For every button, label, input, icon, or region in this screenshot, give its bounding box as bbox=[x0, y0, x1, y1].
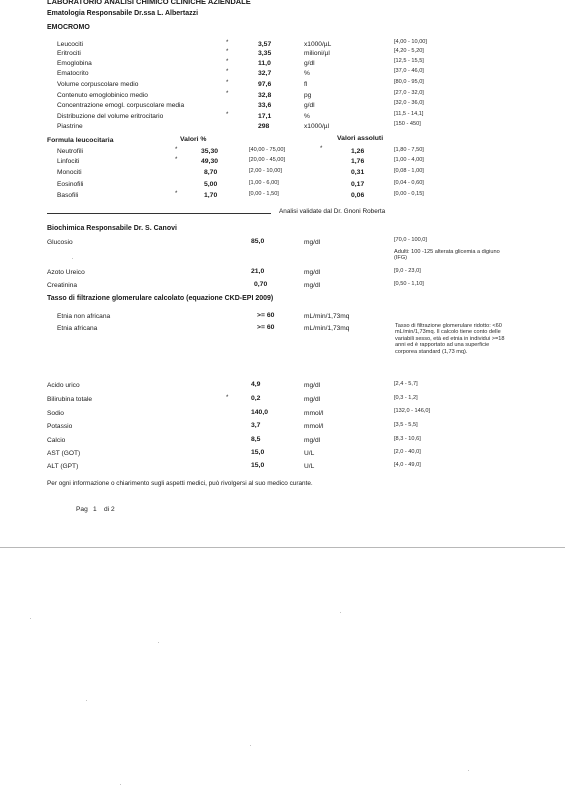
reference-range: [27,0 - 32,0] bbox=[394, 90, 424, 96]
test-value: 32,7 bbox=[258, 70, 272, 77]
scan-edge-line bbox=[0, 547, 565, 548]
test-value: >= 60 bbox=[257, 324, 275, 331]
test-name: Azoto Ureico bbox=[47, 269, 85, 276]
flag-asterisk: * bbox=[320, 146, 323, 152]
reference-range: [8,3 - 10,6] bbox=[394, 436, 421, 442]
test-unit: U/L bbox=[304, 463, 315, 470]
test-value: 0,2 bbox=[251, 395, 261, 402]
value-absolute: 1,26 bbox=[351, 148, 365, 155]
test-unit: mg/dl bbox=[304, 269, 321, 276]
test-name: Creatinina bbox=[47, 282, 78, 289]
scan-speck bbox=[72, 258, 73, 259]
range-absolute: [1,80 - 7,50] bbox=[394, 147, 424, 153]
test-value: 0,70 bbox=[254, 281, 268, 288]
flag-asterisk: * bbox=[226, 112, 229, 118]
column-header-percent: Valori % bbox=[180, 136, 207, 143]
flag-asterisk: * bbox=[175, 157, 178, 163]
info-note: Per ogni informazione o chiarimento sugli aspetti medici, può rivolgersi al suo medico curante. bbox=[47, 480, 313, 487]
cell-name: Eosinofili bbox=[57, 181, 84, 188]
test-name: Eritrociti bbox=[57, 50, 81, 57]
test-unit: pg bbox=[304, 92, 312, 99]
reference-range: [9,0 - 23,0] bbox=[394, 268, 421, 274]
reference-range: [12,5 - 15,5] bbox=[394, 58, 424, 64]
test-unit: U/L bbox=[304, 450, 315, 457]
reference-range: [4,00 - 10,00] bbox=[394, 39, 427, 45]
cell-name: Monociti bbox=[57, 169, 82, 176]
test-unit: mL/min/1,73mq bbox=[304, 313, 350, 320]
divider bbox=[47, 213, 271, 214]
test-name: Glucosio bbox=[47, 239, 73, 246]
test-value: 85,0 bbox=[251, 238, 265, 245]
value-absolute: 0,31 bbox=[351, 169, 365, 176]
reference-range: [2,0 - 40,0] bbox=[394, 449, 421, 455]
test-unit: x1000/µl bbox=[304, 123, 330, 130]
test-name: Calcio bbox=[47, 437, 66, 444]
range-absolute: [0,08 - 1,00] bbox=[394, 168, 424, 174]
section-title-emocromo: EMOCROMO bbox=[47, 24, 90, 31]
cell-name: Linfociti bbox=[57, 158, 80, 165]
flag-asterisk: * bbox=[226, 395, 229, 401]
test-name: AST (GOT) bbox=[47, 450, 81, 457]
reference-range: [0,50 - 1,10] bbox=[394, 281, 424, 287]
value-percent: 35,30 bbox=[201, 148, 219, 155]
reference-range: [150 - 450] bbox=[394, 121, 421, 127]
value-percent: 49,30 bbox=[201, 158, 219, 165]
flag-asterisk: * bbox=[175, 191, 178, 197]
test-name: Concentrazione emogl. corpuscolare media bbox=[57, 102, 185, 109]
test-value: 15,0 bbox=[251, 449, 265, 456]
flag-asterisk: * bbox=[226, 69, 229, 75]
test-name: Piastrine bbox=[57, 123, 83, 130]
value-absolute: 0,06 bbox=[351, 192, 365, 199]
test-unit: mg/dl bbox=[304, 396, 321, 403]
test-name: Distribuzione del volume eritrocitario bbox=[57, 113, 164, 120]
page-number: 1 bbox=[93, 506, 97, 513]
test-name: Bilirubina totale bbox=[47, 396, 93, 403]
scan-speck bbox=[30, 618, 31, 619]
value-percent: 1,70 bbox=[204, 192, 218, 199]
test-unit: mmol/l bbox=[304, 423, 324, 430]
flag-asterisk: * bbox=[175, 147, 178, 153]
test-unit: % bbox=[304, 70, 310, 77]
test-unit: fl bbox=[304, 81, 308, 88]
test-value: 3,35 bbox=[258, 50, 272, 57]
value-percent: 8,70 bbox=[204, 169, 218, 176]
scan-speck bbox=[340, 612, 341, 613]
test-value: 17,1 bbox=[258, 113, 272, 120]
formula-title: Formula leucocitaria bbox=[47, 137, 114, 144]
section-head-biochem: Biochimica Responsabile Dr. S. Canovi bbox=[47, 225, 177, 232]
scan-speck bbox=[86, 700, 87, 701]
flag-asterisk: * bbox=[226, 49, 229, 55]
range-percent: [2,00 - 10,00] bbox=[249, 168, 282, 174]
test-unit: mmol/l bbox=[304, 410, 324, 417]
test-value: 15,0 bbox=[251, 462, 265, 469]
reference-range: [4,0 - 49,0] bbox=[394, 462, 421, 468]
test-unit: milioni/µl bbox=[304, 50, 330, 57]
test-name: Volume corpuscolare medio bbox=[57, 81, 139, 88]
test-name: Etnia non africana bbox=[57, 313, 111, 320]
test-name: Potassio bbox=[47, 423, 73, 430]
value-absolute: 1,76 bbox=[351, 158, 365, 165]
test-unit: mg/dl bbox=[304, 437, 321, 444]
reference-range: [3,5 - 5,5] bbox=[394, 422, 418, 428]
scan-speck bbox=[120, 784, 121, 785]
section-head-hematology: Ematologia Responsabile Dr.ssa L. Albertazzi bbox=[47, 10, 199, 17]
test-unit: g/dl bbox=[304, 102, 315, 109]
value-absolute: 0,17 bbox=[351, 181, 365, 188]
test-value: 140,0 bbox=[251, 409, 269, 416]
flag-asterisk: * bbox=[226, 40, 229, 46]
test-unit: mL/min/1,73mq bbox=[304, 325, 350, 332]
flag-asterisk: * bbox=[226, 80, 229, 86]
reference-note: Adulti: 100 -125 alterata glicemia a digiuno (IFG) bbox=[394, 249, 500, 262]
reference-range: [4,20 - 5,20] bbox=[394, 48, 424, 54]
column-header-absolute: Valori assoluti bbox=[337, 135, 384, 142]
test-name: Ematocrito bbox=[57, 70, 89, 77]
test-value: 97,6 bbox=[258, 81, 272, 88]
test-unit: % bbox=[304, 113, 310, 120]
test-unit: mg/dl bbox=[304, 239, 321, 246]
range-absolute: [0,00 - 0,15] bbox=[394, 191, 424, 197]
reference-range: [80,0 - 95,0] bbox=[394, 79, 424, 85]
test-unit: g/dl bbox=[304, 60, 315, 67]
test-value: 3,57 bbox=[258, 41, 272, 48]
cell-name: Neutrofili bbox=[57, 148, 84, 155]
reference-range: [37,0 - 46,0] bbox=[394, 68, 424, 74]
range-percent: [20,00 - 45,00] bbox=[249, 157, 286, 163]
test-name: ALT (GPT) bbox=[47, 463, 79, 470]
reference-range: [132,0 - 146,0] bbox=[394, 408, 431, 414]
gfr-title: Tasso di filtrazione glomerulare calcolato (equazione CKD-EPI 2009) bbox=[47, 295, 274, 302]
lab-name: LABORATORIO ANALISI CHIMICO CLINICHE AZIENDALE bbox=[47, 0, 251, 6]
test-value: 298 bbox=[258, 123, 270, 130]
test-name: Emoglobina bbox=[57, 60, 92, 67]
test-name: Contenuto emoglobinico medio bbox=[57, 92, 148, 99]
range-absolute: [0,04 - 0,60] bbox=[394, 180, 424, 186]
test-value: 3,7 bbox=[251, 422, 261, 429]
reference-range: [0,3 - 1,2] bbox=[394, 395, 418, 401]
test-name: Leucociti bbox=[57, 41, 84, 48]
page-total: di 2 bbox=[104, 506, 115, 513]
validation-note: Analisi validate dal Dr. Gnoni Roberta bbox=[279, 208, 386, 215]
reference-range: [70,0 - 100,0] bbox=[394, 237, 427, 243]
range-percent: [40,00 - 75,00] bbox=[249, 147, 286, 153]
cell-name: Basofili bbox=[57, 192, 79, 199]
scan-speck bbox=[468, 770, 469, 771]
test-value: 21,0 bbox=[251, 268, 265, 275]
reference-range: [2,4 - 5,7] bbox=[394, 381, 418, 387]
reference-range: [11,5 - 14,1] bbox=[394, 111, 424, 117]
range-percent: [0,00 - 1,50] bbox=[249, 191, 279, 197]
test-unit: mg/dl bbox=[304, 382, 321, 389]
scan-speck bbox=[158, 642, 159, 643]
test-value: 32,8 bbox=[258, 92, 272, 99]
test-value: 8,5 bbox=[251, 436, 261, 443]
test-unit: mg/dl bbox=[304, 282, 321, 289]
test-value: >= 60 bbox=[257, 312, 275, 319]
reference-range: [32,0 - 36,0] bbox=[394, 100, 424, 106]
test-value: 4,9 bbox=[251, 381, 261, 388]
test-unit: x1000/µL bbox=[304, 41, 332, 48]
scan-speck bbox=[250, 745, 251, 746]
flag-asterisk: * bbox=[226, 59, 229, 65]
value-percent: 5,00 bbox=[204, 181, 218, 188]
page-label: Pag bbox=[76, 506, 88, 513]
test-name: Acido urico bbox=[47, 382, 80, 389]
flag-asterisk: * bbox=[226, 91, 229, 97]
test-name: Etnia africana bbox=[57, 325, 98, 332]
range-percent: [1,00 - 6,00] bbox=[249, 180, 279, 186]
test-name: Sodio bbox=[47, 410, 64, 417]
range-absolute: [1,00 - 4,00] bbox=[394, 157, 424, 163]
gfr-note: Tasso di filtrazione glomerulare ridotto: <60 mL/min/1,73mq. Il calcolo tiene conto delle variabili sesso, età ed etnia in individui >=18 anni ed è rapportato ad una superficie corporea standard (1,73 mq). bbox=[395, 323, 505, 355]
test-value: 11,0 bbox=[258, 60, 271, 67]
test-value: 33,6 bbox=[258, 102, 272, 109]
